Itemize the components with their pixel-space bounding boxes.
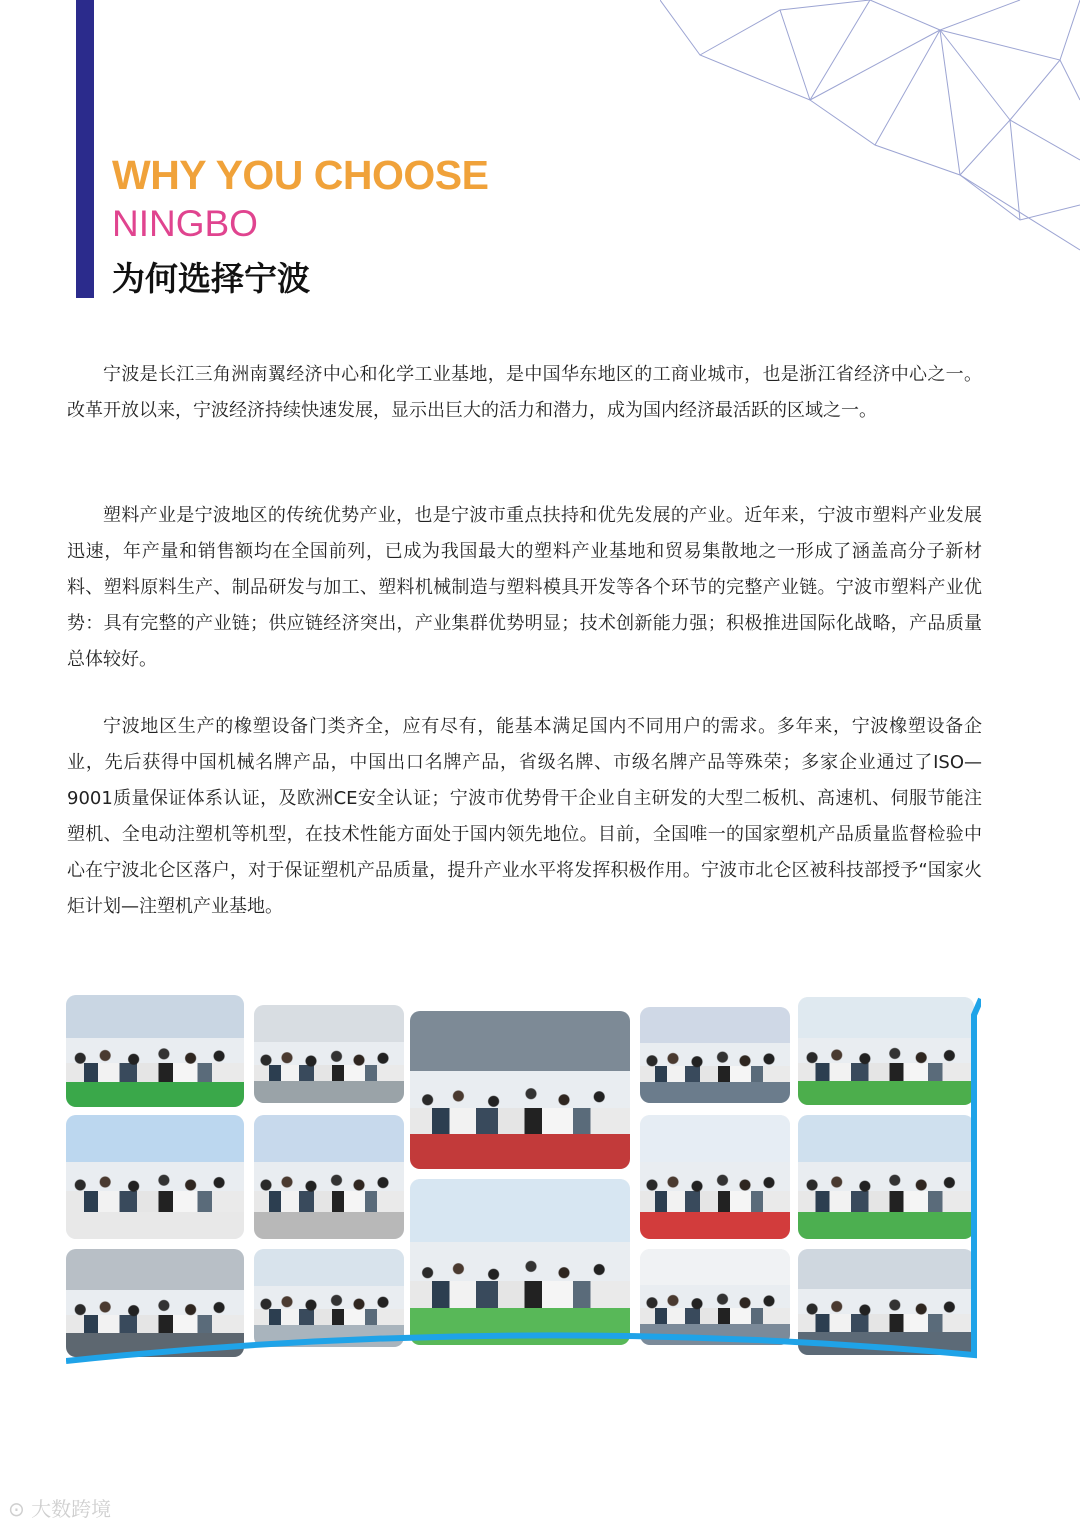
accent-bar [76, 0, 94, 298]
title-english-line2: NINGBO [112, 203, 258, 244]
watermark-text: 大数跨境 [31, 1497, 112, 1521]
watermark [8, 1493, 111, 1522]
geometric-network-decoration [660, 0, 1080, 265]
exhibition-photo-gallery [66, 993, 981, 1368]
title-chinese: 为何选择宁波 [112, 259, 310, 298]
watermark-logo-icon: ⊙ [8, 1497, 25, 1521]
paragraph-ningbo-overview: 宁波是长江三角洲南翼经济中心和化学工业基地，是中国华东地区的工商业城市，也是浙江省经济中心之一。改革开放以来，宁波经济持续快速发展，显示出巨大的活力和潜力，成为国内经济最活跃的区域之一。 [67, 364, 982, 421]
paragraph-rubber-plastic-equipment: 宁波地区生产的橡塑设备门类齐全，应有尽有，能基本满足国内不同用户的需求。多年来，宁波橡塑设备企业，先后获得中国机械名牌产品，中国出口名牌产品，省级名牌、市级名牌产品等殊荣；多家企业通过了ISO—9001质量保证体系认证，及欧洲CE安全认证；宁波市优势骨干企业自主研发的大型二板机、高速机、伺服节能注塑机、全电动注塑机等机型，在技术性能方面处于国内领先地位。目前，全国唯一的国家塑机产品质量监督检验中心在宁波北仑区落户，对于保证塑机产品质量，提升产业水平将发挥积极作用。宁波市北仑区被科技部授予“国家火炬计划—注塑机产业基地。 [67, 716, 982, 917]
paragraph-plastics-industry: 塑料产业是宁波地区的传统优势产业，也是宁波市重点扶持和优先发展的产业。近年来，宁波市塑料产业发展迅速，年产量和销售额均在全国前列，已成为我国最大的塑料产业基地和贸易集散地之一形成了涵盖高分子新材料、塑料原料生产、制品研发与加工、塑料机械制造与塑料模具开发等各个环节的完整产业链。宁波市塑料产业优势：具有完整的产业链；供应链经济突出，产业集群优势明显；技术创新能力强；积极推进国际化战略，产品质量总体较好。 [67, 505, 982, 670]
title-english-line1: WHY YOU CHOOSE [112, 152, 489, 198]
blue-frame-curve [66, 993, 981, 1368]
